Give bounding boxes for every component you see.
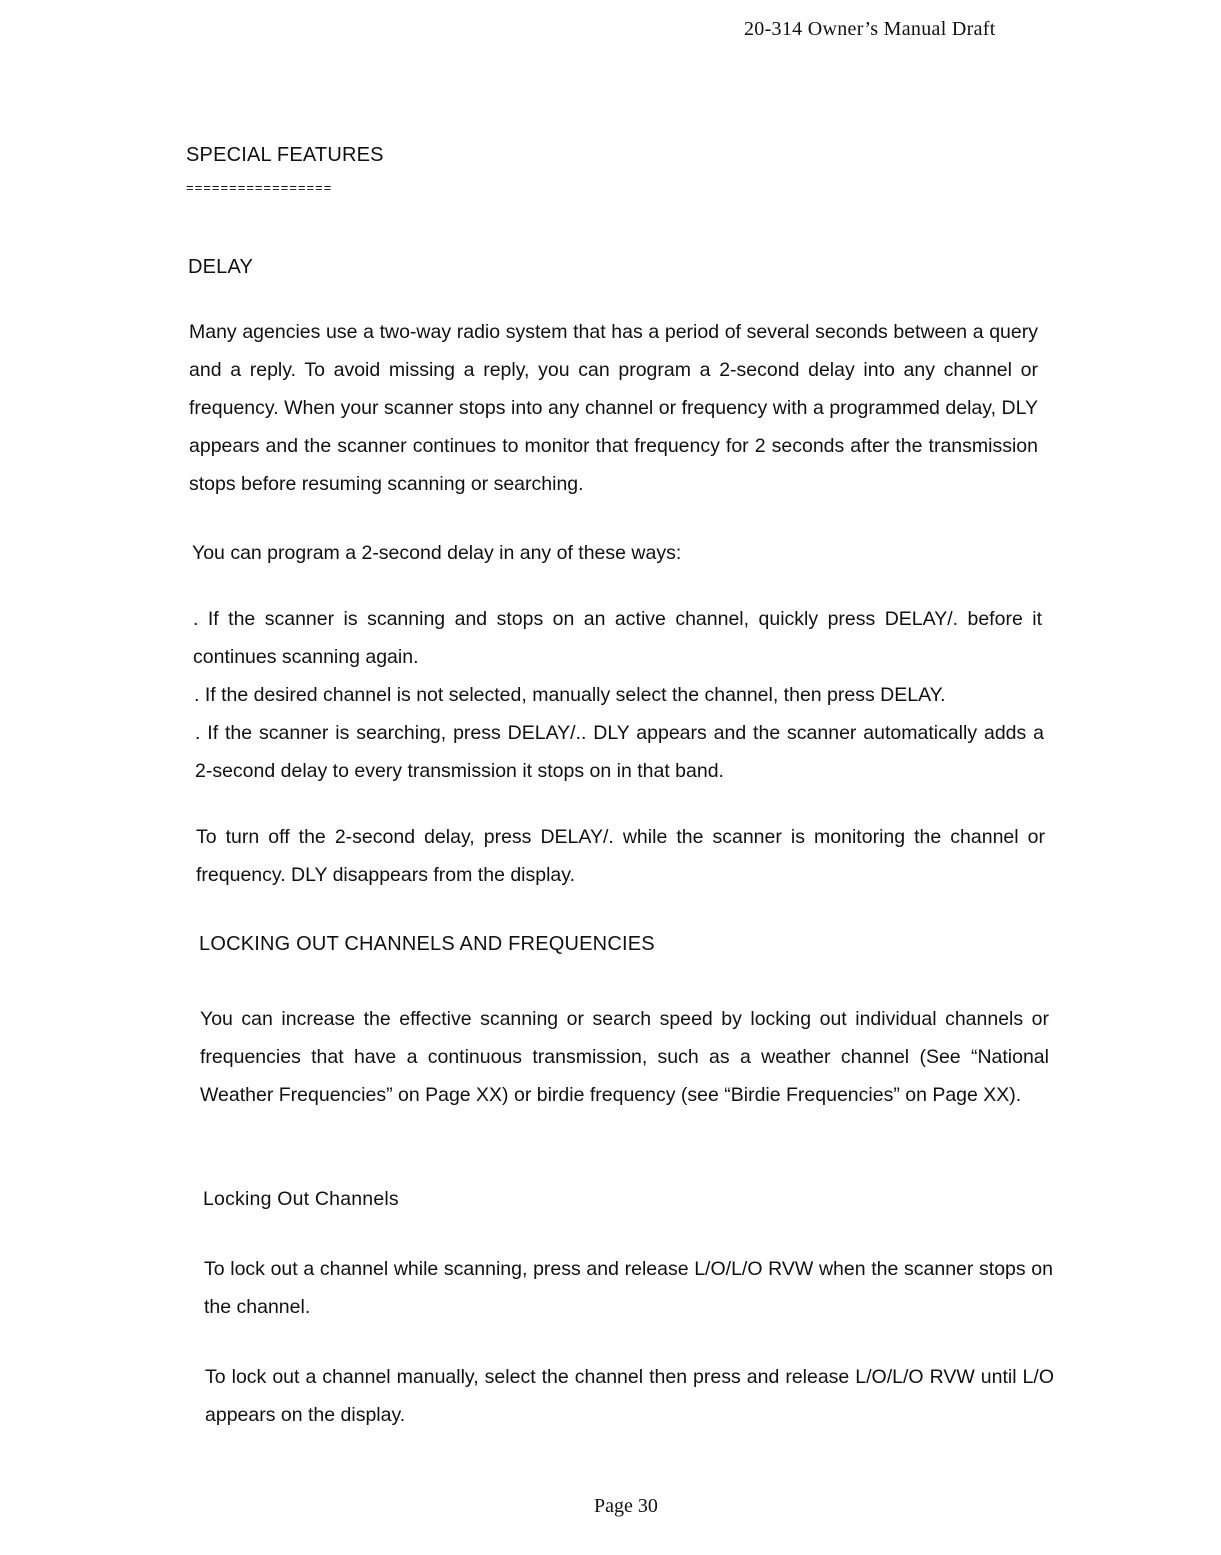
locking-heading: LOCKING OUT CHANNELS AND FREQUENCIES — [199, 933, 655, 955]
delay-turn-off-paragraph: To turn off the 2-second delay, press DELAY/. while the scanner is monitoring the channel or frequency. DLY disappears from the display. — [196, 826, 1045, 886]
section-title: SPECIAL FEATURES — [186, 144, 384, 166]
delay-heading: DELAY — [188, 256, 254, 278]
delay-bullet-not-selected: . If the desired channel is not selected, manually select the channel, then press DELAY. — [194, 684, 946, 706]
locking-manually-paragraph: To lock out a channel manually, select the channel then press and release L/O/L/O RVW until L/O appears on the display. — [205, 1366, 1054, 1426]
locking-channels-subheading: Locking Out Channels — [203, 1188, 399, 1210]
running-header-title: 20-314 Owner’s Manual Draft — [744, 18, 996, 40]
delay-bullet-scanning: . If the scanner is scanning and stops on an active channel, quickly press DELAY/. before it continues scanning again. — [193, 608, 1042, 668]
section-title-underline: ================= — [186, 181, 333, 196]
delay-bullet-searching: . If the scanner is searching, press DELAY/.. DLY appears and the scanner automatically adds a 2-second delay to every transmission it stops on in that band. — [195, 722, 1044, 782]
locking-while-scanning-paragraph: To lock out a channel while scanning, press and release L/O/L/O RVW when the scanner stops on the channel. — [204, 1258, 1053, 1318]
locking-intro-paragraph: You can increase the effective scanning or search speed by locking out individual channels or frequencies that have a continuous transmission, such as a weather channel (See “National Weather Frequencies” on Page XX) or birdie frequency (see “Birdie Frequencies” on Page XX). — [200, 1008, 1049, 1106]
delay-ways-intro: You can program a 2-second delay in any of these ways: — [192, 542, 682, 564]
page-number: Page 30 — [594, 1495, 658, 1517]
delay-intro-paragraph: Many agencies use a two-way radio system that has a period of several seconds between a query and a reply. To avoid missing a reply, you can program a 2-second delay into any channel or frequency. When your scanner stops into any channel or frequency with a programmed delay, DLY appears and the scanner continues to monitor that frequency for 2 seconds after the transmission stops before resuming scanning or searching. — [189, 321, 1038, 495]
